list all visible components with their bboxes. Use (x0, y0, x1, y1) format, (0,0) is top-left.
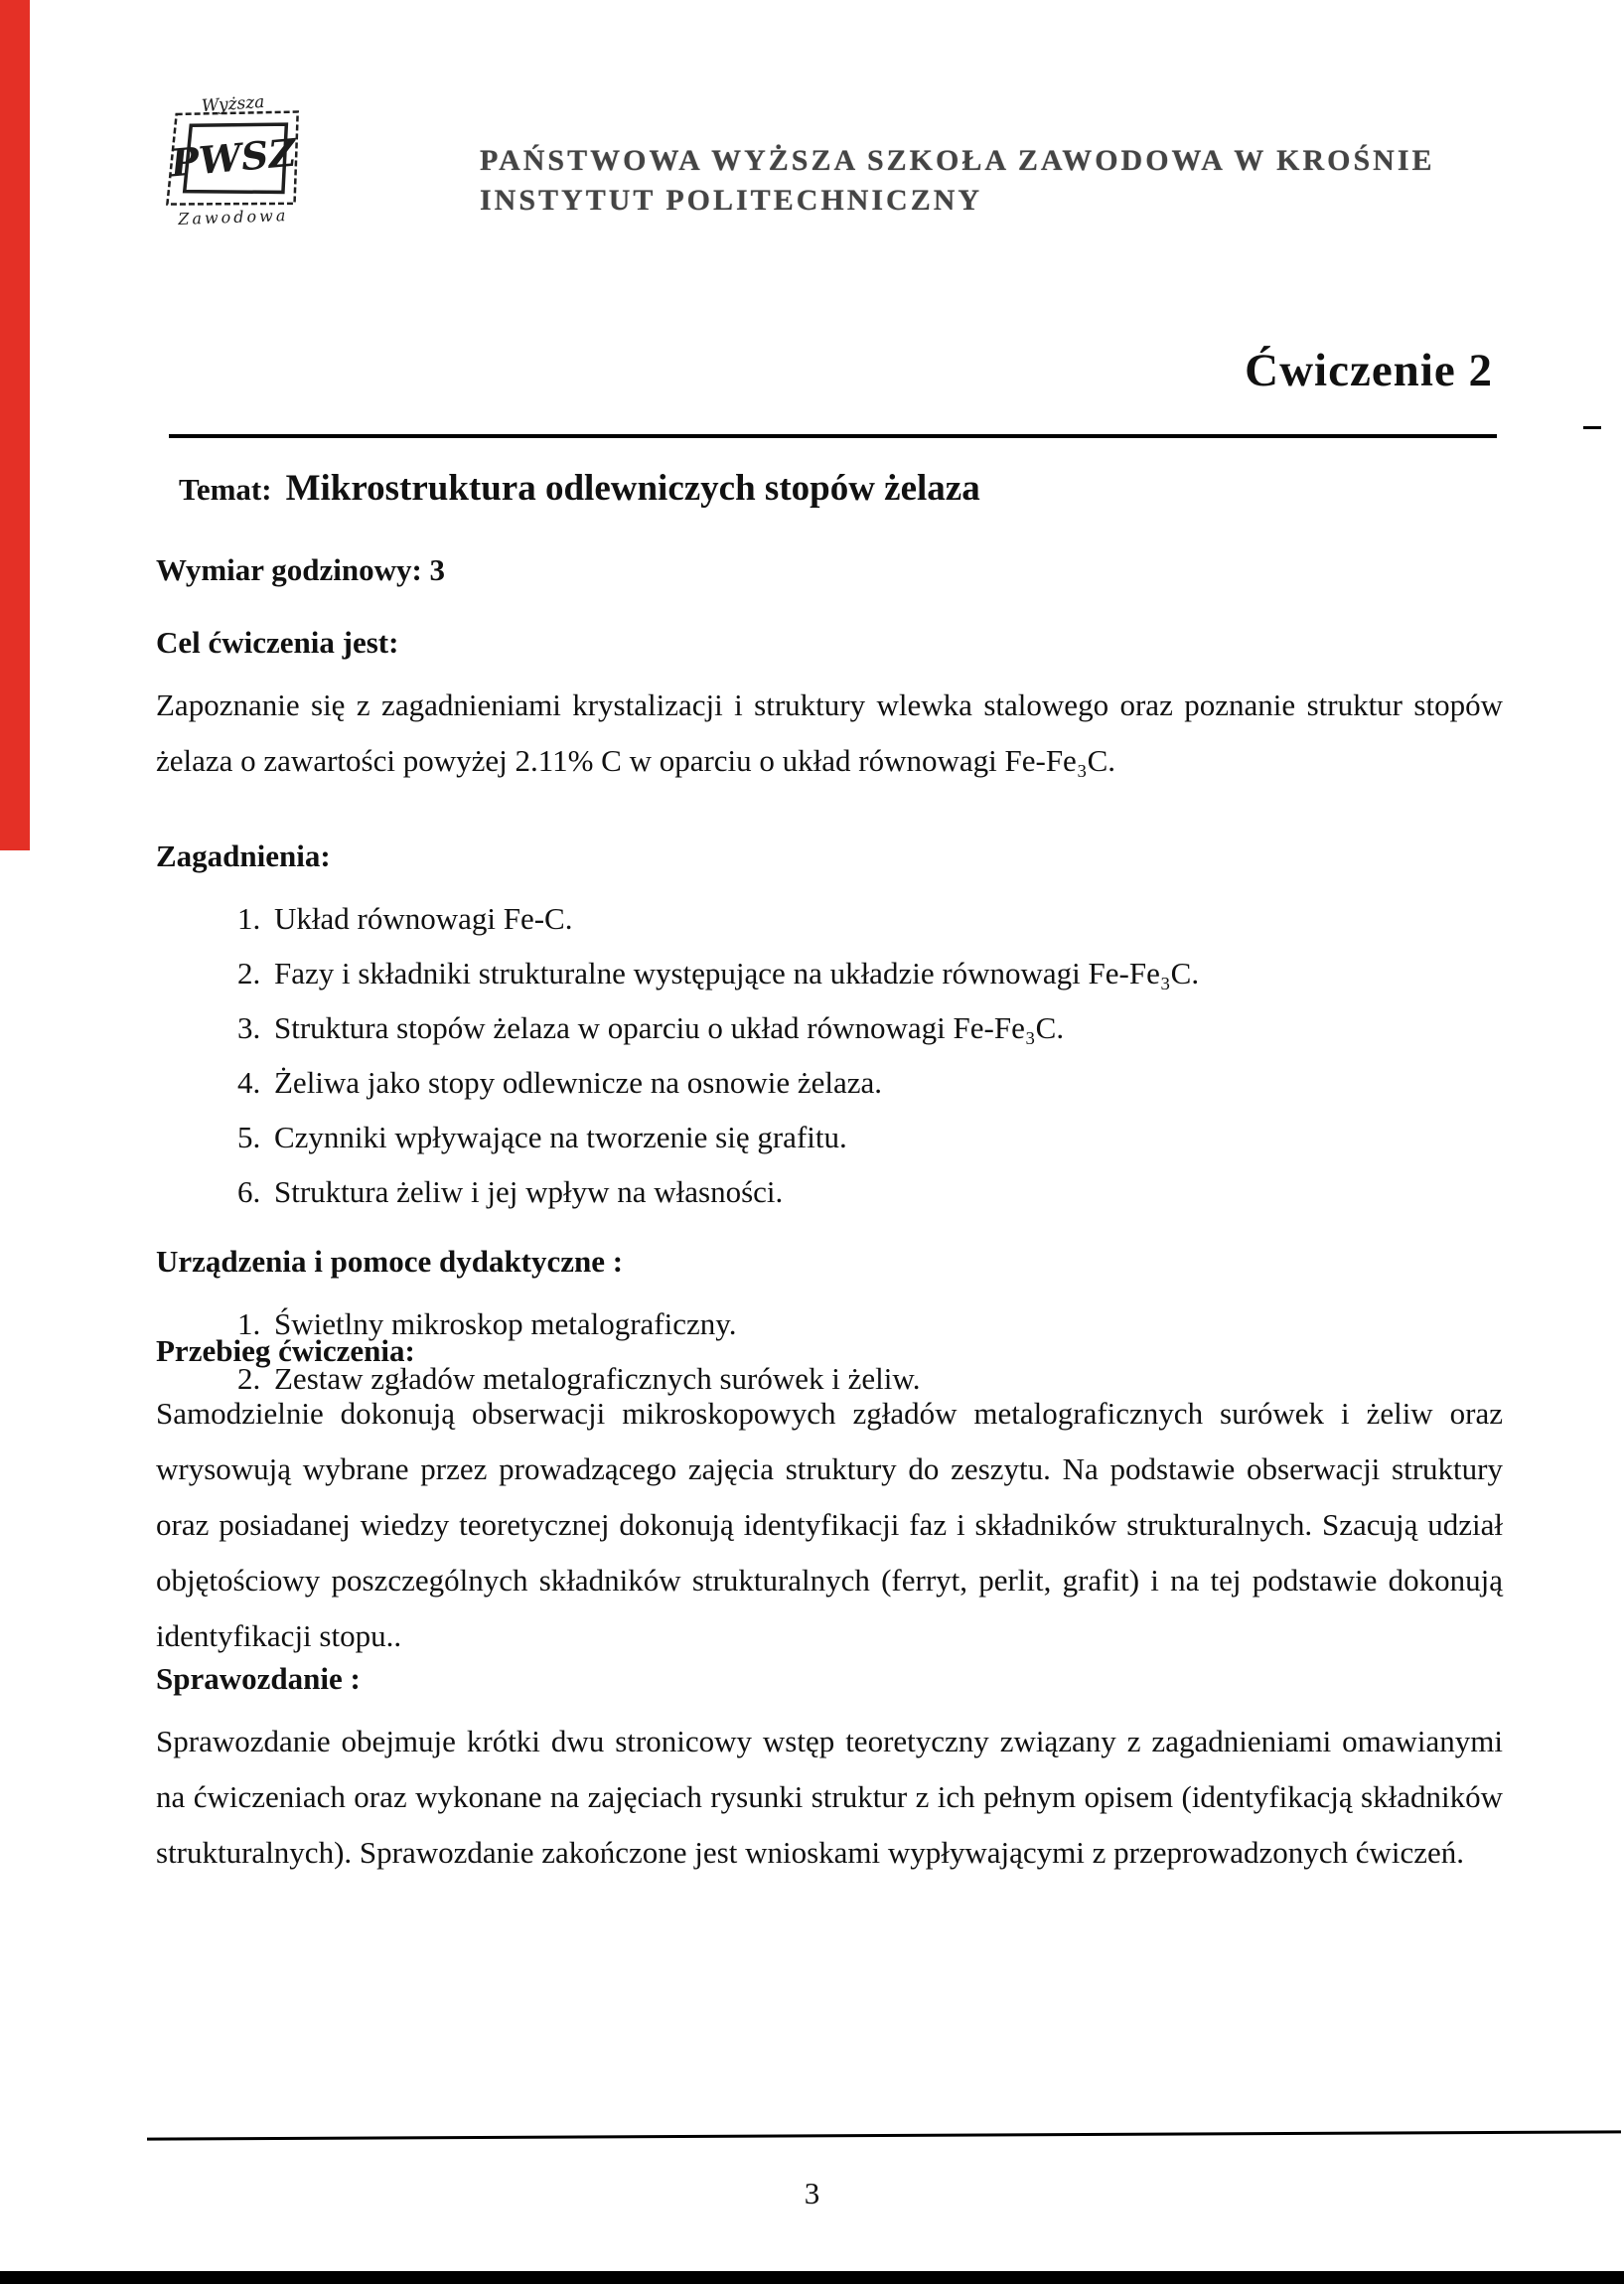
goal-heading: Cel ćwiczenia jest: (156, 625, 399, 660)
institution-name-line2: INSTYTUT POLITECHNICZNY (480, 184, 983, 217)
issues-list-item: 2. Fazy i składniki strukturalne występujące na układzie równowagi Fe-Fe₃C. (268, 946, 1503, 1000)
goal-body: Zapoznanie się z zagadnieniami krystalizacji i struktury wlewka stalowego oraz poznanie struktur stopów żelaza o zawartości powyżej 2.11% C w oparciu o układ równowagi Fe-Fe₃C. (156, 687, 1503, 778)
topic-line (179, 467, 980, 510)
page-number: 3 (804, 2176, 820, 2210)
topic-label: Temat: (179, 472, 272, 507)
issues-list-item: 5. Czynniki wpływające na tworzenie się grafitu. (268, 1110, 1503, 1164)
logo-word-top: Wyższa (201, 91, 266, 117)
equipment-heading: Urządzenia i pomoce dydaktyczne : (156, 1244, 624, 1279)
logo-word-bottom: Zawodowa (177, 206, 289, 228)
footer-rule (147, 2130, 1621, 2140)
issues-list-item: 6. Struktura żeliw i jej wpływ na własności. (268, 1164, 1503, 1219)
issues-list-item: 1. Układ równowagi Fe-C. (268, 891, 1503, 946)
institution-name-line1: PAŃSTWOWA WYŻSZA SZKOŁA ZAWODOWA W KROŚNIE (480, 144, 1435, 177)
school-logo (147, 85, 321, 229)
issues-heading: Zagadnienia: (156, 838, 331, 873)
topic-value: Mikrostruktura odlewniczych stopów żelaza (285, 468, 980, 509)
section-report (156, 1660, 1503, 1881)
scan-bottom-edge-bar (0, 2271, 1624, 2284)
institution-header (480, 141, 1435, 221)
equipment-list-item: 2. Zestaw zgładów metalograficznych surówek i żeliw. (268, 1351, 1503, 1406)
exercise-title: Ćwiczenie 2 (1245, 345, 1493, 396)
title-underline-rule (169, 434, 1497, 438)
procedure-heading: Przebieg ćwiczenia: (156, 1333, 415, 1368)
hours-line: Wymiar godzinowy: 3 (156, 552, 446, 587)
section-procedure (156, 1332, 1503, 1664)
issues-list-item: 3. Struktura stopów żelaza w oparciu o układ równowagi Fe-Fe₃C. (268, 1000, 1503, 1055)
procedure-body: Samodzielnie dokonują obserwacji mikroskopowych zgładów metalograficznych surówek i żeliw oraz wrysowują wybrane przez prowadzącego zajęcia struktury do zeszytu. Na podstawie obserwacji struktury oraz posiadanej wiedzy teoretycznej dokonują identyfikacji faz i składników strukturalnych. Szacują udział objętościowy poszczególnych składników strukturalnych (ferryt, perlit, grafit) i na tej podstawie dokonują identyfikacji stopu.. (156, 1396, 1503, 1653)
section-issues (156, 837, 1503, 1219)
logo-acronym: PWSZ (168, 129, 298, 186)
issues-list (156, 891, 1503, 1219)
report-heading: Sprawozdanie : (156, 1661, 361, 1696)
equipment-list-item: 1. Świetlny mikroskop metalograficzny. (268, 1296, 1503, 1351)
section-goal (156, 624, 1503, 789)
issues-list-item: 4. Żeliwa jako stopy odlewnicze na osnowie żelaza. (268, 1055, 1503, 1110)
scan-dash-artifact (1583, 426, 1601, 429)
school-logo-stamp (147, 85, 321, 229)
scan-red-edge-bar (0, 0, 30, 850)
report-body: Sprawozdanie obejmuje krótki dwu stronicowy wstęp teoretyczny związany z zagadnieniami omawianymi na ćwiczeniach oraz wykonane na zajęciach rysunki struktur z ich pełnym opisem (identyfikacją składników strukturalnych). Sprawozdanie zakończone jest wnioskami wypływającymi z przeprowadzonych ćwiczeń. (156, 1724, 1503, 1870)
